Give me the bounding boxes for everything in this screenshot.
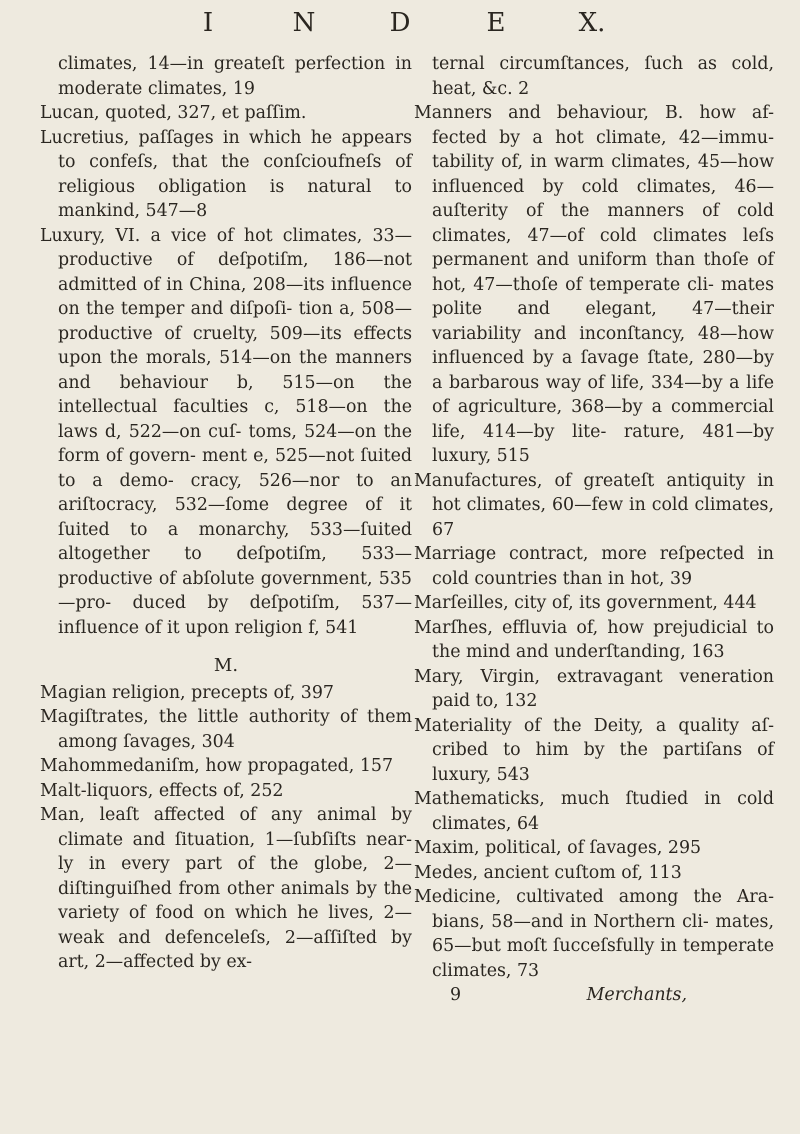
header-letter: N: [292, 8, 316, 38]
signature-mark: 9: [450, 985, 462, 1005]
header-letter: I: [202, 8, 214, 38]
index-entry: Mathematicks, much ſtudied in cold climates, 64: [414, 789, 774, 834]
page-header: [0, 8, 800, 38]
index-entry: Marſeilles, city of, its government, 444: [414, 593, 757, 613]
index-entry: Maxim, political, of ſavages, 295: [414, 838, 702, 858]
index-entry: Lucan, quoted, 327, et paſſim.: [40, 103, 307, 123]
page-footer: [414, 983, 774, 1008]
index-entry: climates, 14—in greateſt perfection in moderate climates, 19: [58, 54, 412, 99]
right-column: [414, 52, 774, 1008]
index-entry: Lucretius, paſſages in which he appears to confeſs, that the conſcioufneſs of religious obligation is natural to mankind, 547—8: [40, 127, 412, 221]
index-entry: Magiſtrates, the little authority of them among ſavages, 304: [40, 707, 412, 752]
section-letter: M.: [213, 655, 239, 676]
index-entry: Malt-liquors, effects of, 252: [40, 780, 284, 801]
index-entry: Luxury, VI. a vice of hot climates, 33—productive of deſpotiſm, 186—not admitted of in China, 208—its influence on the temper and diſpoſi- tion a, 508—productive of cruelty, 509—its effects upon the morals, 514—on the manners and behaviour b, 515—on the intellectual faculties c, 518—on the laws d, 522—on cuſ- toms, 524—on the form of govern- ment e, 525—not ſuited to a demo- cracy, 526—nor to an ariſtocracy, 532—ſome degree of it ſuited to a monarchy, 533—ſuited altogether to deſpotiſm, 533—productive of abſolute government, 535—pro- duced by deſpotiſm, 537—influence of it upon religion f, 541: [40, 225, 412, 638]
index-entry: Medicine, cultivated among the Ara- bians, 58—and in Northern cli- mates, 65—but moſt ſucceſsfully in temperate climates, 73: [414, 887, 774, 981]
index-entry: Manners and behaviour, B. how af- fected by a hot climate, 42—immu- tability of, in warm climates, 45—how influenced by cold climates, 46—auſterity of the manners of cold climates, 47—of cold climates leſs permanent and uniform than thoſe of hot, 47—thoſe of temperate cli- mates polite and elegant, 47—their variability and inconſtancy, 48—how influenced by a ſavage ſtate, 280—by a barbarous way of life, 334—by a life of agriculture, 368—by a commercial life, 414—by lite- rature, 481—by luxury, 515: [414, 103, 774, 466]
index-entry: Materiality of the Deity, a quality aſ- cribed to him by the partiſans of luxury, 543: [414, 715, 774, 785]
index-entry: Manufactures, of greateſt antiquity in hot climates, 60—few in cold climates, 67: [414, 470, 774, 540]
catchword: Merchants,: [586, 985, 687, 1005]
index-entry: Marriage contract, more reſpected in cold countries than in hot, 39: [414, 544, 774, 589]
index-entry: Magian religion, precepts of, 397: [40, 682, 334, 703]
index-entry: Marſhes, effluvia of, how prejudicial to the mind and underſtanding, 163: [414, 617, 774, 662]
index-entry: Mahommedaniſm, how propagated, 157: [40, 756, 394, 776]
left-column: [40, 52, 412, 975]
index-entry: Mary, Virgin, extravagant veneration paid to, 132: [414, 666, 774, 711]
header-letter: X.: [578, 8, 606, 38]
index-entry: Medes, ancient cuſtom of, 113: [414, 862, 682, 883]
header-letter: D: [389, 8, 411, 38]
index-entry: ternal circumſtances, ſuch as cold, heat, &c. 2: [432, 54, 774, 99]
header-letter: E: [486, 8, 506, 38]
index-entry: Man, leaſt affected of any animal by climate and ſituation, 1—ſubſiſts near- ly in every part of the globe, 2—diſtinguiſhed from other animals by the variety of food on which he lives, 2—weak and defenceleſs, 2—aſſiſted by art, 2—affected by ex-: [40, 805, 412, 972]
